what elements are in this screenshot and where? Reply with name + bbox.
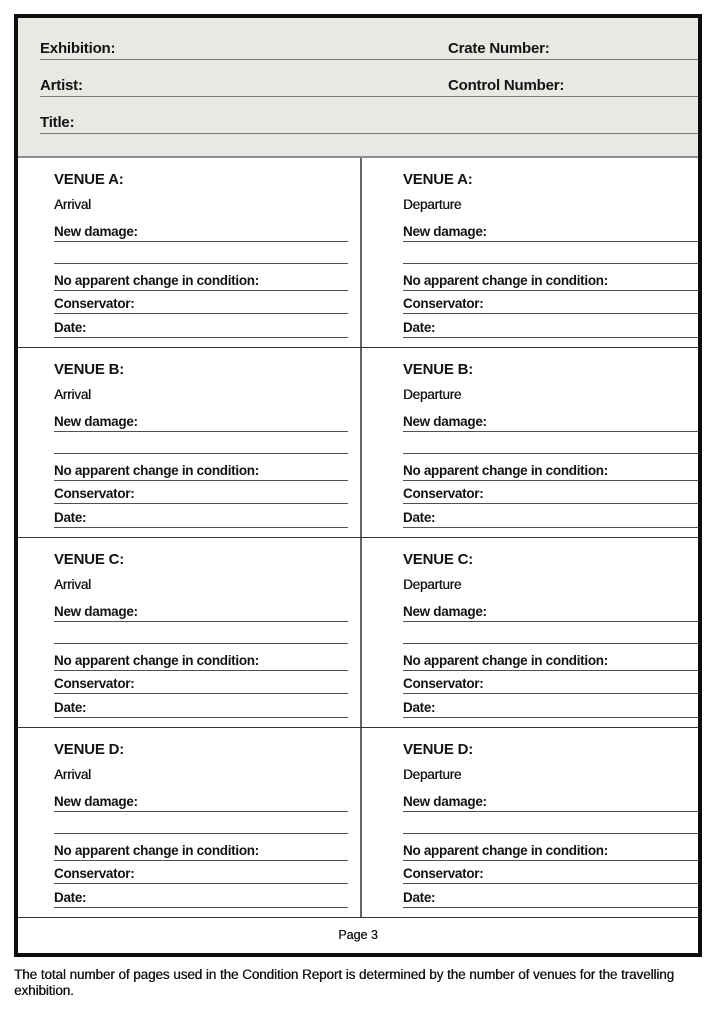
date-field — [403, 694, 698, 718]
conservator-field — [54, 861, 348, 884]
venue-d-departure-cell — [360, 728, 698, 917]
new-damage-field — [54, 790, 348, 812]
venue-a-arrival-cell — [18, 158, 360, 347]
date-label: Date: — [403, 700, 436, 715]
no-change-field — [403, 264, 698, 291]
no-change-label: No apparent change in condition: — [54, 463, 259, 478]
no-change-field — [54, 264, 348, 291]
direction-label: Arrival — [54, 577, 91, 592]
no-change-field — [54, 454, 348, 481]
direction-label: Departure — [403, 197, 462, 212]
no-change-field — [403, 834, 698, 861]
conservator-label: Conservator: — [54, 486, 135, 501]
new-damage-extra-line — [403, 812, 698, 834]
venue-title: VENUE D: — [54, 741, 125, 758]
date-label: Date: — [54, 700, 87, 715]
no-change-field — [403, 644, 698, 671]
page-number-row — [18, 918, 698, 951]
conservator-label: Conservator: — [403, 296, 484, 311]
date-label: Date: — [403, 320, 436, 335]
no-change-label: No apparent change in condition: — [54, 273, 259, 288]
conservator-label: Conservator: — [403, 676, 484, 691]
form-header — [18, 18, 698, 158]
crate-number-label: Crate Number: — [448, 40, 550, 57]
page-number: Page 3 — [338, 927, 378, 942]
no-change-label: No apparent change in condition: — [54, 653, 259, 668]
header-row-title — [40, 97, 698, 134]
new-damage-label: New damage: — [54, 224, 138, 239]
venue-a-row — [18, 158, 698, 348]
new-damage-field — [54, 410, 348, 432]
venue-b-row — [18, 348, 698, 538]
date-label: Date: — [54, 890, 87, 905]
new-damage-extra-line — [54, 432, 348, 454]
date-label: Date: — [54, 320, 87, 335]
no-change-label: No apparent change in condition: — [54, 843, 259, 858]
venue-c-arrival-cell — [18, 538, 360, 727]
new-damage-field — [54, 600, 348, 622]
date-field — [403, 504, 698, 528]
new-damage-extra-line — [403, 242, 698, 264]
conservator-field — [403, 481, 698, 504]
conservator-field — [54, 291, 348, 314]
new-damage-extra-line — [54, 242, 348, 264]
new-damage-extra-line — [403, 622, 698, 644]
venue-d-arrival-cell — [18, 728, 360, 917]
venue-c-departure-cell — [360, 538, 698, 727]
venue-title: VENUE A: — [403, 171, 473, 188]
date-field — [54, 884, 348, 908]
conservator-label: Conservator: — [403, 866, 484, 881]
no-change-field — [403, 454, 698, 481]
venue-title: VENUE B: — [54, 361, 125, 378]
date-field — [54, 504, 348, 528]
new-damage-field — [54, 220, 348, 242]
conservator-field — [403, 291, 698, 314]
conservator-label: Conservator: — [54, 296, 135, 311]
direction-label: Departure — [403, 387, 462, 402]
no-change-label: No apparent change in condition: — [403, 273, 608, 288]
date-field — [54, 694, 348, 718]
title-label: Title: — [40, 114, 75, 131]
no-change-field — [54, 834, 348, 861]
exhibition-label: Exhibition: — [40, 40, 116, 57]
venue-d-row — [18, 728, 698, 918]
venue-c-row — [18, 538, 698, 728]
direction-label: Departure — [403, 577, 462, 592]
new-damage-label: New damage: — [403, 604, 487, 619]
date-label: Date: — [403, 510, 436, 525]
date-field — [403, 884, 698, 908]
conservator-label: Conservator: — [54, 676, 135, 691]
header-row-artist — [40, 60, 698, 97]
venue-title: VENUE C: — [403, 551, 474, 568]
conservator-field — [403, 861, 698, 884]
direction-label: Arrival — [54, 767, 91, 782]
form-note: The total number of pages used in the Condition Report is determined by the number of venues for the travelling exhibition. — [14, 967, 674, 998]
date-label: Date: — [403, 890, 436, 905]
date-field — [54, 314, 348, 338]
venue-title: VENUE C: — [54, 551, 125, 568]
header-row-exhibition — [40, 23, 698, 60]
venue-title: VENUE A: — [54, 171, 124, 188]
venue-b-departure-cell — [360, 348, 698, 537]
direction-label: Departure — [403, 767, 462, 782]
direction-label: Arrival — [54, 197, 91, 212]
direction-label: Arrival — [54, 387, 91, 402]
new-damage-extra-line — [54, 812, 348, 834]
date-field — [403, 314, 698, 338]
conservator-field — [54, 481, 348, 504]
new-damage-field — [403, 410, 698, 432]
new-damage-field — [403, 790, 698, 812]
date-label: Date: — [54, 510, 87, 525]
new-damage-label: New damage: — [403, 794, 487, 809]
new-damage-extra-line — [403, 432, 698, 454]
venue-title: VENUE D: — [403, 741, 474, 758]
no-change-label: No apparent change in condition: — [403, 843, 608, 858]
no-change-label: No apparent change in condition: — [403, 463, 608, 478]
new-damage-label: New damage: — [54, 414, 138, 429]
conservator-label: Conservator: — [54, 866, 135, 881]
new-damage-label: New damage: — [403, 414, 487, 429]
conservator-field — [403, 671, 698, 694]
conservator-label: Conservator: — [403, 486, 484, 501]
condition-report-form — [14, 14, 702, 957]
new-damage-extra-line — [54, 622, 348, 644]
conservator-field — [54, 671, 348, 694]
venue-b-arrival-cell — [18, 348, 360, 537]
new-damage-field — [403, 220, 698, 242]
control-number-label: Control Number: — [448, 77, 565, 94]
no-change-field — [54, 644, 348, 671]
venue-title: VENUE B: — [403, 361, 474, 378]
new-damage-field — [403, 600, 698, 622]
new-damage-label: New damage: — [54, 794, 138, 809]
new-damage-label: New damage: — [54, 604, 138, 619]
venue-a-departure-cell — [360, 158, 698, 347]
new-damage-label: New damage: — [403, 224, 487, 239]
artist-label: Artist: — [40, 77, 83, 94]
no-change-label: No apparent change in condition: — [403, 653, 608, 668]
